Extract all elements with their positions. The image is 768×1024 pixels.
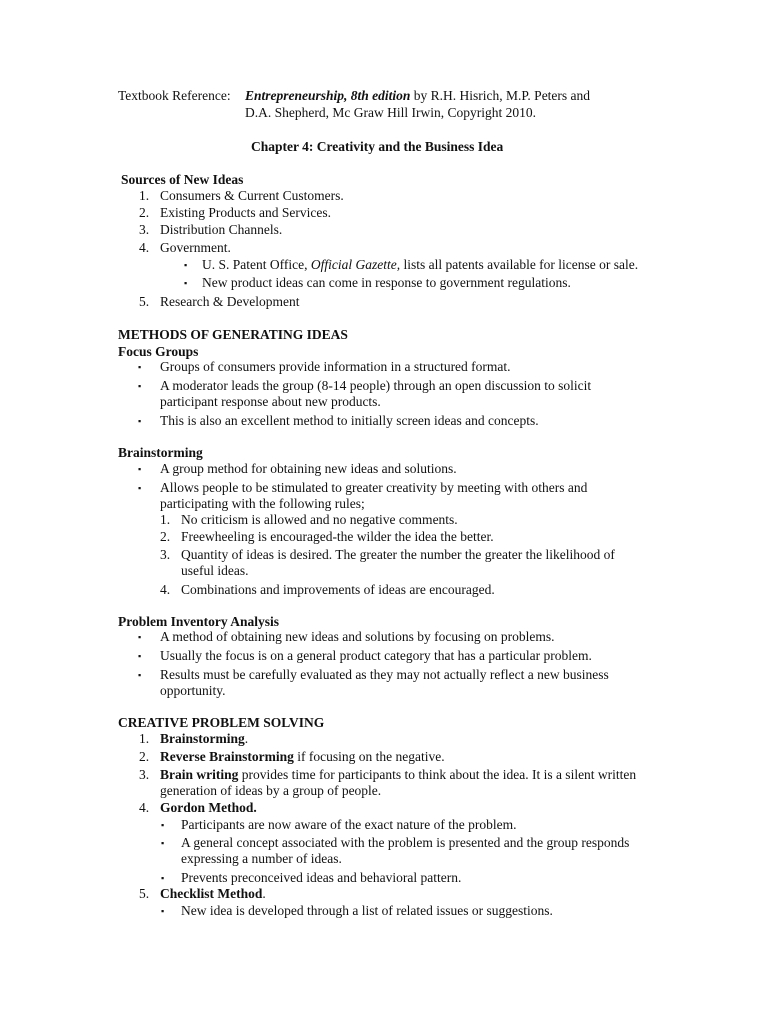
bullet-icon: ▪ bbox=[161, 906, 165, 916]
rule-text: Freewheeling is encouraged-the wilder the idea the better. bbox=[181, 529, 494, 544]
list-item: 5. bbox=[139, 294, 150, 309]
bullet-icon: ▪ bbox=[138, 381, 142, 391]
bullet-icon: ▪ bbox=[138, 464, 142, 474]
reference-line-1 bbox=[118, 88, 231, 104]
rule-number: 4. bbox=[160, 582, 171, 597]
list-item-text: Existing Products and Services. bbox=[160, 205, 331, 220]
bullet-icon: ▪ bbox=[138, 670, 142, 680]
list-item-text: Distribution Channels. bbox=[160, 222, 283, 237]
bullet-text: New idea is developed through a list of related issues or suggestions. bbox=[181, 903, 553, 918]
gov-bullet-1: U. S. Patent Office, Official Gazette, lists all patents available for license or sale. bbox=[202, 257, 639, 272]
bullet-text: A method of obtaining new ideas and solutions by focusing on problems. bbox=[160, 629, 555, 644]
bullet-icon: ▪ bbox=[138, 416, 142, 426]
book-title: Entrepreneurship, 8th edition bbox=[245, 88, 411, 103]
rule-text-cont: useful ideas. bbox=[181, 563, 249, 578]
rule-text: Quantity of ideas is desired. The greater the number the greater the likelihood of bbox=[181, 547, 615, 562]
reference-authors: by R.H. Hisrich, M.P. Peters and bbox=[410, 88, 591, 103]
rule-number: 3. bbox=[160, 547, 171, 562]
bullet-text: A group method for obtaining new ideas and solutions. bbox=[160, 461, 457, 476]
gov-bullet-2: New product ideas can come in response to government regulations. bbox=[202, 275, 571, 290]
creative-item: Brain writing provides time for participants to think about the idea. It is a silent written bbox=[160, 767, 637, 782]
reference-line-2: D.A. Shepherd, Mc Graw Hill Irwin, Copyright 2010. bbox=[245, 105, 536, 120]
list-number: 3. bbox=[139, 767, 150, 782]
problem-inventory-heading: Problem Inventory Analysis bbox=[118, 614, 280, 629]
bullet-icon: ▪ bbox=[138, 632, 142, 642]
bullet-text: Groups of consumers provide information in a structured format. bbox=[160, 359, 511, 374]
bullet-text: Participants are now aware of the exact nature of the problem. bbox=[181, 817, 517, 832]
sources-heading: Sources of New Ideas bbox=[121, 172, 244, 187]
bullet-text-cont: participant response about new products. bbox=[160, 394, 381, 409]
bullet-text: Prevents preconceived ideas and behavioral pattern. bbox=[181, 870, 462, 885]
list-item-text: Consumers & Current Customers. bbox=[160, 188, 344, 203]
bullet-icon: ▪ bbox=[184, 260, 188, 270]
creative-heading: CREATIVE PROBLEM SOLVING bbox=[118, 715, 325, 730]
bullet-icon: ▪ bbox=[184, 278, 188, 288]
bullet-icon: ▪ bbox=[138, 362, 142, 372]
creative-item: Reverse Brainstorming if focusing on the negative. bbox=[160, 749, 445, 764]
rule-number: 1. bbox=[160, 512, 171, 527]
creative-item: Checklist Method. bbox=[160, 886, 266, 901]
reference-label: Textbook Reference: bbox=[118, 88, 231, 103]
list-item: 4. bbox=[139, 240, 150, 255]
list-item: 3. bbox=[139, 222, 150, 237]
creative-item-cont: generation of ideas by a group of people. bbox=[160, 783, 382, 798]
methods-heading: METHODS OF GENERATING IDEAS bbox=[118, 327, 348, 342]
bullet-text: Allows people to be stimulated to greater creativity by meeting with others and bbox=[160, 480, 588, 495]
official-gazette: Official Gazette, bbox=[310, 257, 401, 272]
list-item: 2. bbox=[139, 205, 150, 220]
list-item-text: Government. bbox=[160, 240, 231, 255]
list-number: 2. bbox=[139, 749, 150, 764]
creative-item: Gordon Method. bbox=[160, 800, 257, 815]
bullet-text: Results must be carefully evaluated as they may not actually reflect a new business bbox=[160, 667, 609, 682]
bullet-text: A moderator leads the group (8-14 people) through an open discussion to solicit bbox=[160, 378, 592, 393]
brainstorming-heading: Brainstorming bbox=[118, 445, 203, 460]
list-item-text: Research & Development bbox=[160, 294, 300, 309]
bullet-text: This is also an excellent method to initially screen ideas and concepts. bbox=[160, 413, 539, 428]
rule-number: 2. bbox=[160, 529, 171, 544]
bullet-icon: ▪ bbox=[138, 651, 142, 661]
bullet-text-cont: expressing a number of ideas. bbox=[181, 851, 342, 866]
reference-citation bbox=[245, 88, 590, 104]
bullet-text: Usually the focus is on a general product category that has a particular problem. bbox=[160, 648, 592, 663]
bullet-text-cont: opportunity. bbox=[160, 683, 226, 698]
list-number: 5. bbox=[139, 886, 150, 901]
creative-item: Brainstorming. bbox=[160, 731, 249, 746]
chapter-title: Chapter 4: Creativity and the Business Idea bbox=[251, 139, 504, 154]
bullet-icon: ▪ bbox=[138, 483, 142, 493]
bullet-icon: ▪ bbox=[161, 820, 165, 830]
list-item: 1. bbox=[139, 188, 150, 203]
bullet-icon: ▪ bbox=[161, 838, 165, 848]
bullet-text-cont: participating with the following rules; bbox=[160, 496, 365, 511]
bullet-icon: ▪ bbox=[161, 873, 165, 883]
rule-text: No criticism is allowed and no negative comments. bbox=[181, 512, 458, 527]
list-number: 1. bbox=[139, 731, 150, 746]
focus-groups-heading: Focus Groups bbox=[118, 344, 199, 359]
rule-text: Combinations and improvements of ideas are encouraged. bbox=[181, 582, 495, 597]
bullet-text: A general concept associated with the problem is presented and the group responds bbox=[181, 835, 630, 850]
list-number: 4. bbox=[139, 800, 150, 815]
